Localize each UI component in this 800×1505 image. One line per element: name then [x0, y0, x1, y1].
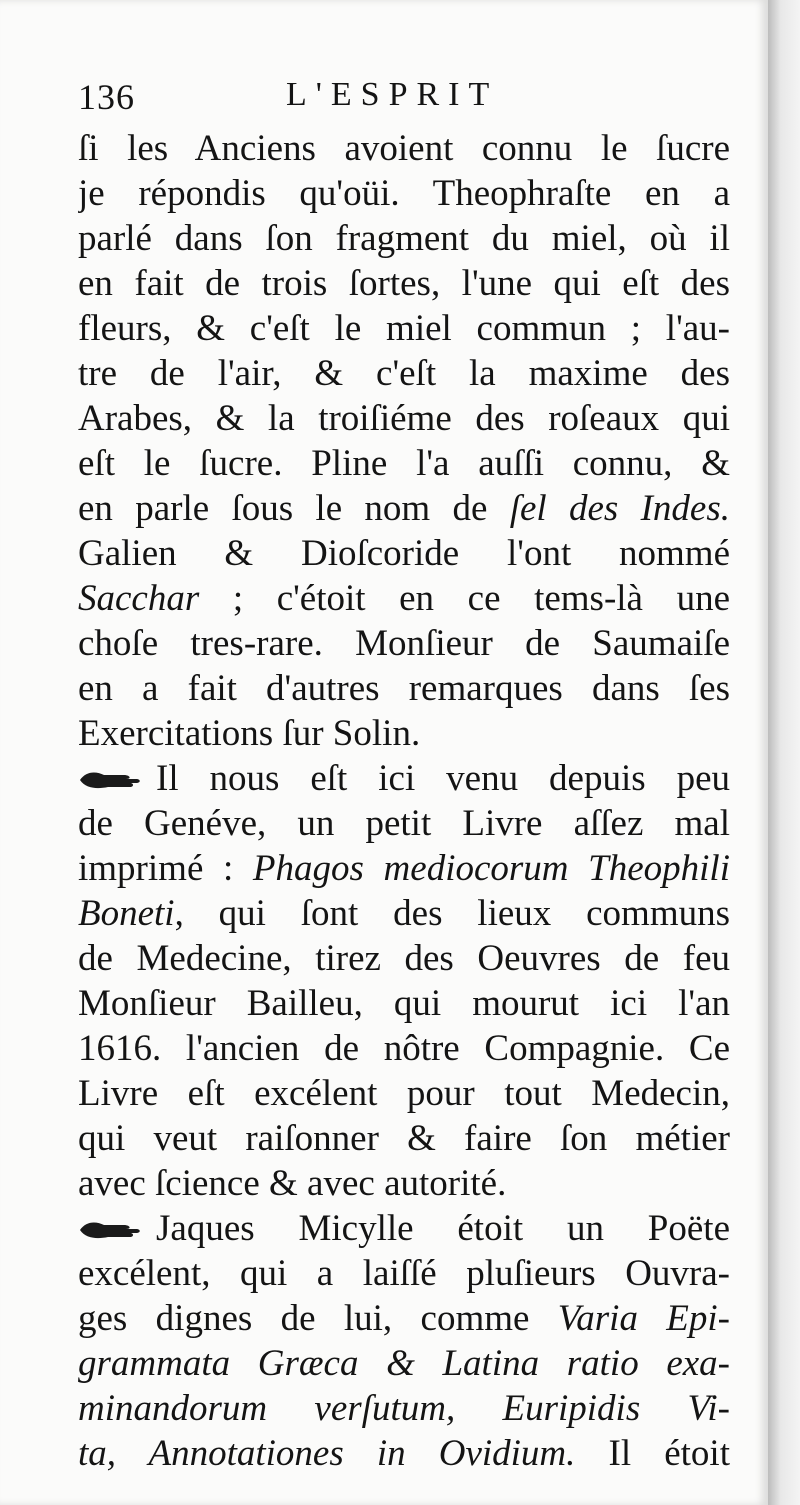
text-segment: en a fait d'autres remarques dans ſes: [78, 668, 730, 709]
text-segment: de Genéve, un petit Livre aſſez mal: [78, 803, 730, 844]
text-line: [78, 1431, 730, 1476]
text-segment: Arabes, & la troiſiéme des roſeaux qui: [78, 398, 730, 439]
text-segment: Il nous eſt ici venu depuis peu: [156, 758, 730, 799]
text-line: [78, 891, 730, 936]
text-segment: eſt le ſucre. Pline l'a auſſi connu, &: [78, 443, 730, 484]
text-line: [78, 711, 730, 756]
text-segment: en fait de trois ſortes, l'une qui eſt des: [78, 263, 730, 304]
text-segment: imprimé :: [78, 848, 253, 889]
text-line: [78, 126, 730, 171]
body-text: [78, 126, 730, 1476]
text-line: [78, 441, 730, 486]
text-segment: Monſieur Bailleu, qui mourut ici l'an: [78, 983, 730, 1024]
text-segment: Il étoit: [575, 1433, 730, 1474]
text-segment: excélent, qui a laiſſé pluſieurs Ouvra-: [78, 1253, 730, 1294]
text-line: [78, 666, 730, 711]
text-segment: ſi les Anciens avoient connu le ſucre: [78, 128, 730, 169]
italic-text: ta, Annotationes in Ovidium.: [78, 1433, 576, 1474]
text-line: [78, 936, 730, 981]
text-segment: ges dignes de lui, comme: [78, 1298, 558, 1339]
text-line: [78, 1026, 730, 1071]
text-line: [78, 306, 730, 351]
text-line: [78, 1251, 730, 1296]
text-segment: 1616. l'ancien de nôtre Compagnie. Ce: [78, 1028, 730, 1069]
text-segment: Livre eſt excélent pour tout Medecin,: [78, 1073, 730, 1114]
text-segment: je répondis qu'oüi. Theophraſte en a: [78, 173, 730, 214]
text-segment: fleurs, & c'eſt le miel commun ; l'au-: [78, 308, 730, 349]
italic-text: grammata Græca & Latina ratio exa-: [78, 1343, 730, 1384]
pointing-hand-icon: [78, 1209, 142, 1251]
text-segment: Exercitations ſur Solin.: [78, 713, 421, 754]
page-content: [78, 70, 730, 1476]
page-number: 136: [78, 77, 135, 117]
text-line: [78, 1296, 730, 1341]
text-line: [78, 1071, 730, 1116]
page-edge: [768, 0, 800, 1505]
text-segment: Jaques Micylle étoit un Poëte: [156, 1208, 730, 1249]
text-line: [78, 216, 730, 261]
text-line: [78, 1161, 730, 1206]
text-line: [78, 756, 730, 801]
italic-text: Boneti: [78, 893, 175, 934]
italic-text: ſel des Indes.: [509, 488, 730, 529]
text-segment: , qui ſont des lieux communs: [174, 893, 730, 934]
text-segment: Galien & Dioſcoride l'ont nommé: [78, 533, 730, 574]
text-segment: choſe tres-rare. Monſieur de Saumaiſe: [78, 623, 730, 664]
text-line: [78, 1341, 730, 1386]
text-line: [78, 1386, 730, 1431]
text-line: [78, 981, 730, 1026]
text-line: [78, 846, 730, 891]
italic-text: minandorum verſutum, Euripidis Vi-: [78, 1388, 730, 1429]
text-segment: ; c'étoit en ce tems-là une: [199, 578, 730, 619]
text-line: [78, 801, 730, 846]
text-line: [78, 576, 730, 621]
text-line: [78, 351, 730, 396]
text-line: [78, 1116, 730, 1161]
italic-text: Varia Epi-: [557, 1298, 730, 1339]
text-segment: en parle ſous le nom de: [78, 488, 510, 529]
text-line: [78, 486, 730, 531]
text-segment: tre de l'air, & c'eſt la maxime des: [78, 353, 730, 394]
italic-text: Phagos mediocorum Theophili: [252, 848, 730, 889]
text-line: [78, 171, 730, 216]
text-line: [78, 531, 730, 576]
text-line: [78, 396, 730, 441]
text-segment: qui veut raiſonner & faire ſon métier: [78, 1118, 730, 1159]
text-segment: parlé dans ſon fragment du miel, où il: [78, 218, 730, 259]
pointing-hand-icon: [78, 759, 142, 801]
text-segment: avec ſcience & avec autorité.: [78, 1163, 507, 1204]
text-segment: de Medecine, tirez des Oeuvres de feu: [78, 938, 730, 979]
text-line: [78, 621, 730, 666]
page-header: [78, 70, 730, 126]
italic-text: Sacchar: [78, 578, 200, 619]
running-title: L'ESPRIT: [286, 76, 499, 113]
text-line: [78, 261, 730, 306]
text-line: [78, 1206, 730, 1251]
